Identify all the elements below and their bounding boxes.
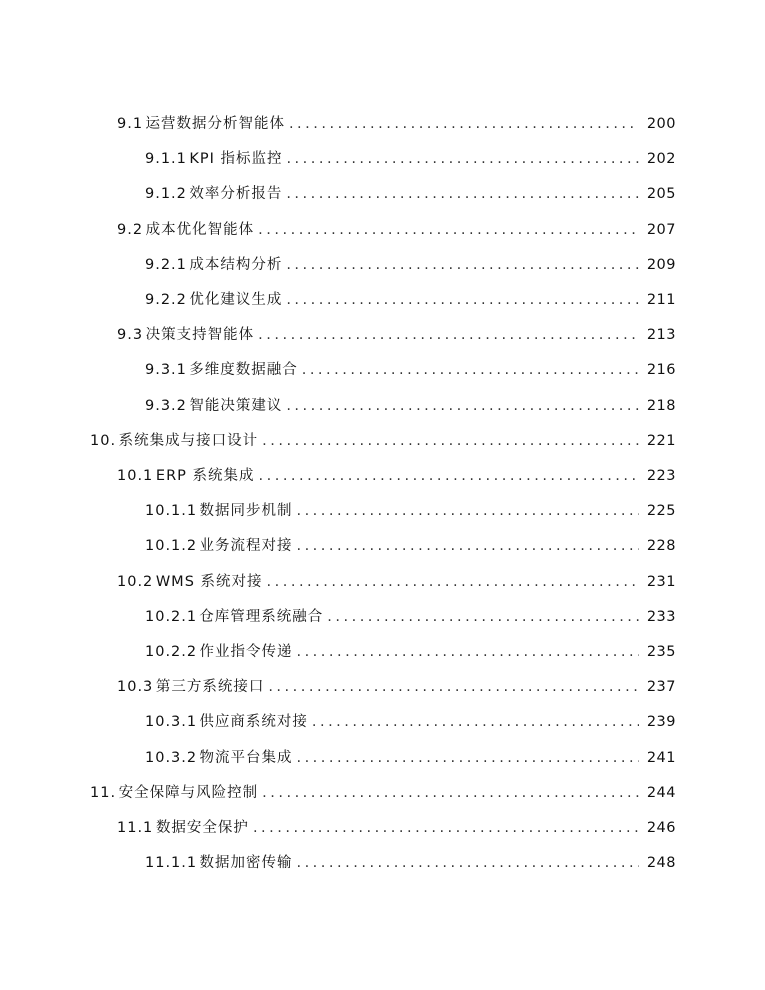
toc-entry-page-number: 248 (646, 855, 676, 872)
toc-entry-number: 10.1.1 (145, 503, 198, 520)
toc-entry-page-number: 211 (646, 292, 676, 308)
toc-entry-title: 优化建议生成 (189, 292, 283, 308)
toc-entry[interactable] (117, 565, 676, 600)
toc-entry-number: 9.3.2 (145, 397, 187, 414)
toc-entry-page-number: 205 (646, 186, 676, 203)
toc-entry[interactable] (145, 846, 676, 881)
toc-entry-title: 成本优化智能体 (145, 221, 255, 238)
toc-entry[interactable] (145, 142, 676, 177)
toc-dot-leader (255, 459, 639, 494)
toc-entry-page-number: 246 (646, 820, 676, 836)
toc-dot-leader (282, 248, 638, 283)
toc-entry-page-number: 218 (646, 397, 676, 414)
toc-dot-leader (292, 494, 638, 529)
toc-dot-leader (249, 811, 639, 846)
toc-dot-leader (282, 283, 638, 318)
toc-entry-page-number: 228 (646, 538, 676, 555)
toc-entry[interactable] (117, 670, 676, 705)
toc-dot-leader (282, 177, 638, 212)
toc-entry-title: 智能决策建议 (189, 397, 283, 414)
toc-entry-number: 9.2 (117, 221, 144, 238)
toc-entry-page-number: 241 (646, 749, 676, 766)
toc-dot-leader (258, 424, 639, 459)
toc-entry-page-number: 235 (646, 644, 676, 660)
toc-entry-page-number: 213 (646, 327, 676, 344)
toc-entry-number: 10.1 (117, 468, 154, 484)
toc-entry[interactable] (145, 494, 676, 529)
toc-dot-leader (282, 142, 638, 177)
toc-entry[interactable] (90, 424, 676, 459)
toc-entry-number: 9.3 (117, 327, 144, 344)
toc-entry-title: ERP 系统集成 (155, 468, 255, 484)
toc-dot-leader (292, 846, 638, 881)
toc-entry-number: 10.2.2 (145, 644, 198, 660)
toc-dot-leader (263, 565, 639, 600)
toc-entry[interactable] (145, 353, 676, 388)
toc-entry-title: 决策支持智能体 (145, 327, 255, 344)
toc-dot-leader (264, 670, 638, 705)
toc-entry-number: 10.3.2 (145, 749, 198, 766)
toc-entry-title: 多维度数据融合 (189, 362, 298, 379)
toc-dot-leader (282, 389, 638, 424)
toc-dot-leader (285, 107, 639, 142)
toc-entry-title: 第三方系统接口 (155, 679, 265, 696)
toc-entry[interactable] (145, 529, 676, 564)
toc-entry-page-number: 221 (646, 432, 676, 449)
toc-dot-leader (308, 705, 639, 740)
toc-dot-leader (298, 353, 639, 388)
toc-entry-number: 10. (90, 432, 117, 449)
toc-entry-title: 安全保障与风险控制 (118, 784, 259, 801)
toc-entry-title: 运营数据分析智能体 (145, 116, 285, 132)
toc-entry[interactable] (145, 635, 676, 670)
toc-entry-page-number: 209 (646, 256, 676, 273)
toc-entry[interactable] (117, 213, 676, 248)
toc-entry[interactable] (90, 776, 676, 811)
toc-entry-number: 10.3 (117, 679, 154, 696)
toc-entry[interactable] (117, 811, 676, 846)
toc-entry-number: 9.1.2 (145, 186, 187, 203)
toc-entry-number: 9.3.1 (145, 362, 187, 379)
toc-entry-title: 数据加密传输 (199, 855, 293, 872)
toc-entry-page-number: 233 (646, 608, 676, 625)
toc-entry[interactable] (145, 283, 676, 318)
toc-entry-number: 10.1.2 (145, 538, 198, 555)
toc-entry[interactable] (145, 705, 676, 740)
toc-entry[interactable] (145, 741, 676, 776)
toc-entry-page-number: 244 (646, 784, 676, 801)
toc-entry-title: 供应商系统对接 (199, 714, 308, 731)
toc-dot-leader (323, 600, 639, 635)
toc-entry-title: WMS 系统对接 (155, 573, 263, 590)
toc-entry-number: 9.1 (117, 116, 144, 132)
toc-dot-leader (292, 741, 638, 776)
toc-entry-page-number: 207 (646, 221, 676, 238)
toc-entry[interactable] (117, 318, 676, 353)
toc-entry-number: 11.1 (117, 820, 154, 836)
toc-entry-number: 9.2.1 (145, 256, 187, 273)
toc-entry-number: 10.2 (117, 573, 154, 590)
toc-entry-number: 10.3.1 (145, 714, 198, 731)
toc-entry[interactable] (145, 177, 676, 212)
toc-entry-title: 作业指令传递 (199, 644, 293, 660)
toc-entry-title: 物流平台集成 (199, 749, 293, 766)
toc-dot-leader (254, 213, 639, 248)
toc-entry-number: 11.1.1 (145, 855, 198, 872)
toc-entry[interactable] (145, 389, 676, 424)
toc-dot-leader (292, 529, 638, 564)
toc-entry[interactable] (117, 459, 676, 494)
toc-entry-number: 9.2.2 (145, 292, 187, 308)
toc-dot-leader (292, 635, 638, 670)
toc-entry-page-number: 225 (646, 503, 676, 520)
toc-entry[interactable] (145, 600, 676, 635)
toc-dot-leader (254, 318, 639, 353)
toc-entry-page-number: 202 (646, 151, 676, 168)
toc-entry-title: 成本结构分析 (189, 256, 283, 273)
toc-entry-title: 效率分析报告 (189, 186, 283, 203)
toc-dot-leader (258, 776, 639, 811)
toc-entry-title: 数据同步机制 (199, 503, 293, 520)
toc-entry-page-number: 231 (646, 573, 676, 590)
toc-entry-title: 系统集成与接口设计 (118, 432, 259, 449)
toc-entry-page-number: 239 (646, 714, 676, 731)
toc-entry-page-number: 200 (646, 116, 676, 132)
toc-entry-page-number: 237 (646, 679, 676, 696)
toc-entry-title: 数据安全保护 (155, 820, 249, 836)
toc-entry-title: KPI 指标监控 (189, 151, 283, 168)
toc-entry-number: 10.2.1 (145, 608, 198, 625)
toc-entry-title: 仓库管理系统融合 (199, 608, 324, 625)
toc-entry[interactable] (117, 107, 676, 142)
toc-entry-number: 11. (90, 784, 117, 801)
toc-entry-page-number: 223 (646, 468, 676, 484)
toc-entry-title: 业务流程对接 (199, 538, 293, 555)
toc-entry-number: 9.1.1 (145, 151, 187, 168)
toc-entry[interactable] (145, 248, 676, 283)
toc-entry-page-number: 216 (646, 362, 676, 379)
